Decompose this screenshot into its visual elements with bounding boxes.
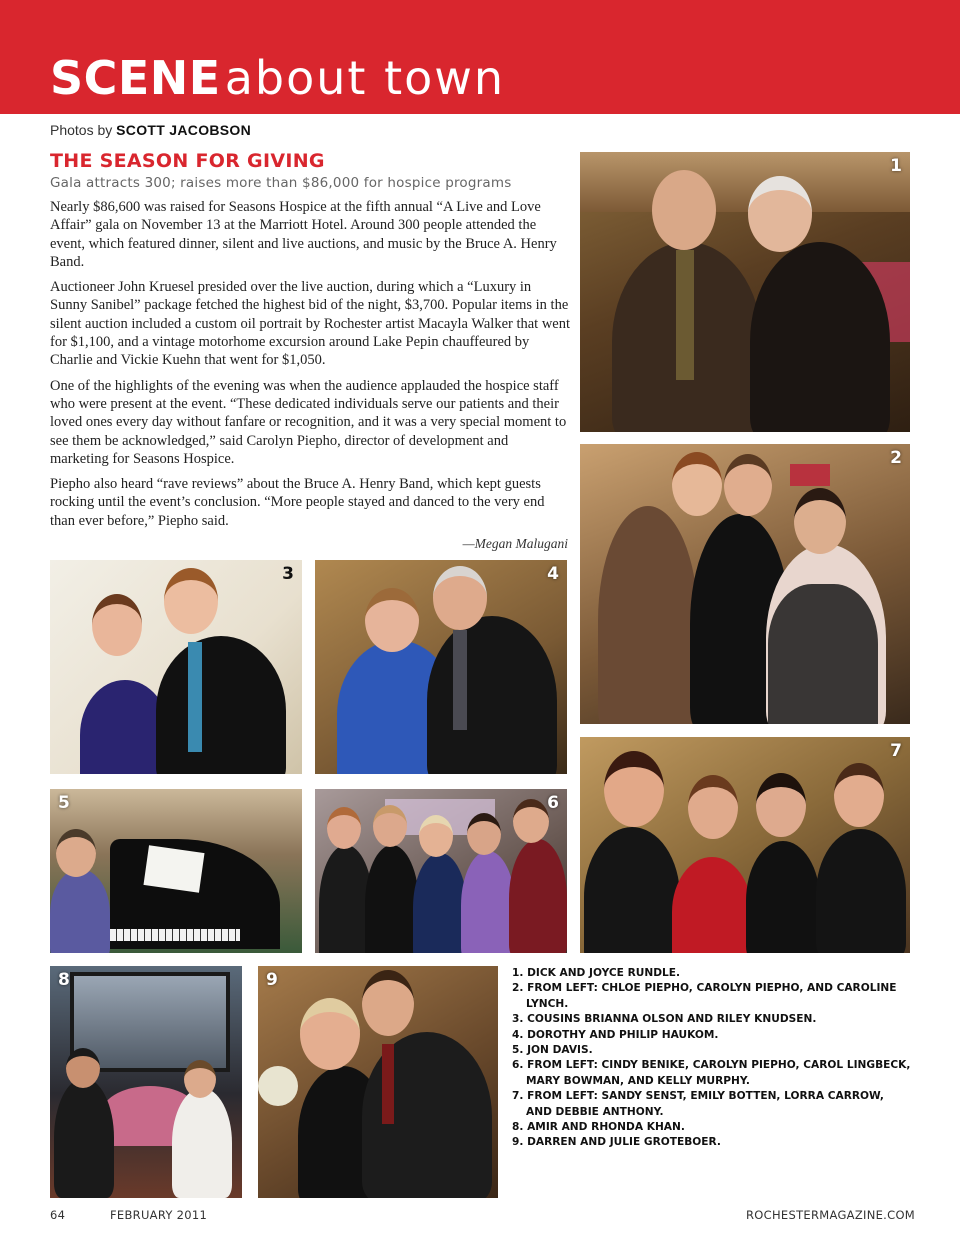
caption-item: 2. FROM LEFT: CHLOE PIEPHO, CAROLYN PIEPHO, AND CAROLINE LYNCH. [512,982,897,1010]
article-byline: —Megan Malugani [462,536,568,551]
photo-6 [315,789,567,953]
person-head [513,799,549,843]
section-title-light: about town [224,51,506,105]
caption-item: 5. JON DAVIS. [512,1044,593,1057]
issue-date: FEBRUARY 2011 [110,1208,208,1222]
person-figure [746,841,820,953]
photo-credit [50,122,251,138]
person-jacket [768,584,878,724]
person-figure [461,851,515,953]
person-figure [584,827,680,953]
photo-4 [315,560,567,774]
person-head [672,452,722,516]
flowers [258,1066,298,1106]
tie [676,250,694,380]
caption-item: 8. AMIR AND RHONDA KHAN. [512,1121,685,1134]
sheet-music [143,845,204,892]
person-head [688,775,738,839]
photo-background [580,152,910,212]
person-head [794,488,846,554]
caption-item: 1. DICK AND JOYCE RUNDLE. [512,967,681,979]
person-head [56,829,96,877]
person-figure [365,845,419,953]
person-figure [54,1078,114,1198]
person-head [373,805,407,847]
person-figure [509,839,567,953]
photo-number: 1 [890,156,902,176]
person-head [300,998,360,1070]
caption-item: 6. FROM LEFT: CINDY BENIKE, CAROLYN PIEPHO, CAROL LINGBECK, MARY BOWMAN, AND KELLY MURPHY. [512,1059,911,1087]
article-headline: THE SEASON FOR GIVING [50,150,325,172]
person-figure [50,869,110,953]
page-number: 64 [50,1208,66,1222]
tie [382,1044,394,1124]
photo-number: 8 [58,970,70,990]
person-head [419,815,453,857]
photo-number: 3 [282,564,294,584]
article-paragraph: Piepho also heard “rave reviews” about the Bruce A. Henry Band, which kept guests rocking until the event’s conclusion. “More people stayed and danced to the very end than ever before,” Piepho said. [50,476,545,529]
caption-item: 4. DOROTHY AND PHILIP HAUKOM. [512,1028,719,1041]
photo-credit-prefix: Photos by [50,122,113,138]
photo-9 [258,966,498,1198]
photo-background [790,464,830,486]
photo-number: 9 [266,970,278,990]
person-figure [816,829,906,953]
caption-item: 3. COUSINS BRIANNA OLSON AND RILEY KNUDSEN. [512,1013,817,1026]
photo-7 [580,737,910,953]
person-head [652,170,716,250]
person-figure [413,853,467,953]
section-title-bold: SCENE [50,51,221,105]
person-head [327,807,361,849]
photographer-name: SCOTT JACOBSON [116,122,252,138]
article-paragraph: One of the highlights of the evening was when the audience applauded the hospice staff who were present at the event. “These dedicated individuals serve our patients and their loved ones every day without fanfare or recognition, and it was a very special moment to see them be acknowledged,” said Carolyn Piepho, director of development and marketing for Seasons Hospice. [50,377,567,467]
article-paragraph: Nearly $86,600 was raised for Seasons Hospice at the fifth annual “A Live and Love Affair” gala on November 13 at the Marriott Hotel. Around 300 people attended the event, which featured dinner, silent and live auctions, and music by the Bruce A. Henry Band. [50,199,557,270]
person-figure [750,242,890,432]
section-banner [0,0,960,114]
photo-number: 2 [890,448,902,468]
person-head [92,594,142,656]
person-head [164,568,218,634]
person-head [66,1048,100,1088]
piano-keys [110,929,240,941]
person-head [362,970,414,1036]
person-head [756,773,806,837]
photo-number: 6 [547,793,559,813]
person-head [604,751,664,827]
person-head [748,176,812,252]
person-figure [172,1088,232,1198]
photo-2 [580,444,910,724]
photo-number: 5 [58,793,70,813]
article-deck: Gala attracts 300; raises more than $86,000 for hospice programs [50,175,512,191]
person-head [724,454,772,516]
article-body [50,198,570,537]
person-figure [427,616,557,774]
photo-1 [580,152,910,432]
person-head [184,1060,216,1098]
section-title [50,50,505,106]
person-head [433,566,487,630]
person-head [834,763,884,827]
caption-item: 9. DARREN AND JULIE GROTEBOER. [512,1136,721,1149]
person-head [467,813,501,855]
photo-captions [512,966,912,1151]
photo-number: 7 [890,741,902,761]
tie [453,630,467,730]
caption-item: 7. FROM LEFT: SANDY SENST, EMILY BOTTEN, LORRA CARROW, AND DEBBIE ANTHONY. [512,1090,884,1118]
photo-8 [50,966,242,1198]
website-link[interactable]: ROCHESTERMAGAZINE.COM [746,1208,916,1222]
photo-number: 4 [547,564,559,584]
photo-5 [50,789,302,953]
photo-3 [50,560,302,774]
person-head [365,588,419,652]
person-figure [672,857,752,953]
article-paragraph: Auctioneer John Kruesel presided over the live auction, during which a “Luxury in Sunny Sanibel” package fetched the highest bid of the night, $3,700. Popular items in the silent auction included a custom oil portrait by Rochester artist Macayla Walker that went for $1,100, and a vintage motorhome excursion around Lake Pepin chauffeured by Charlie and Vickie Kuehn that went for $1,050. [50,279,571,369]
person-figure [156,636,286,774]
tie [188,642,202,752]
person-figure [598,506,698,724]
